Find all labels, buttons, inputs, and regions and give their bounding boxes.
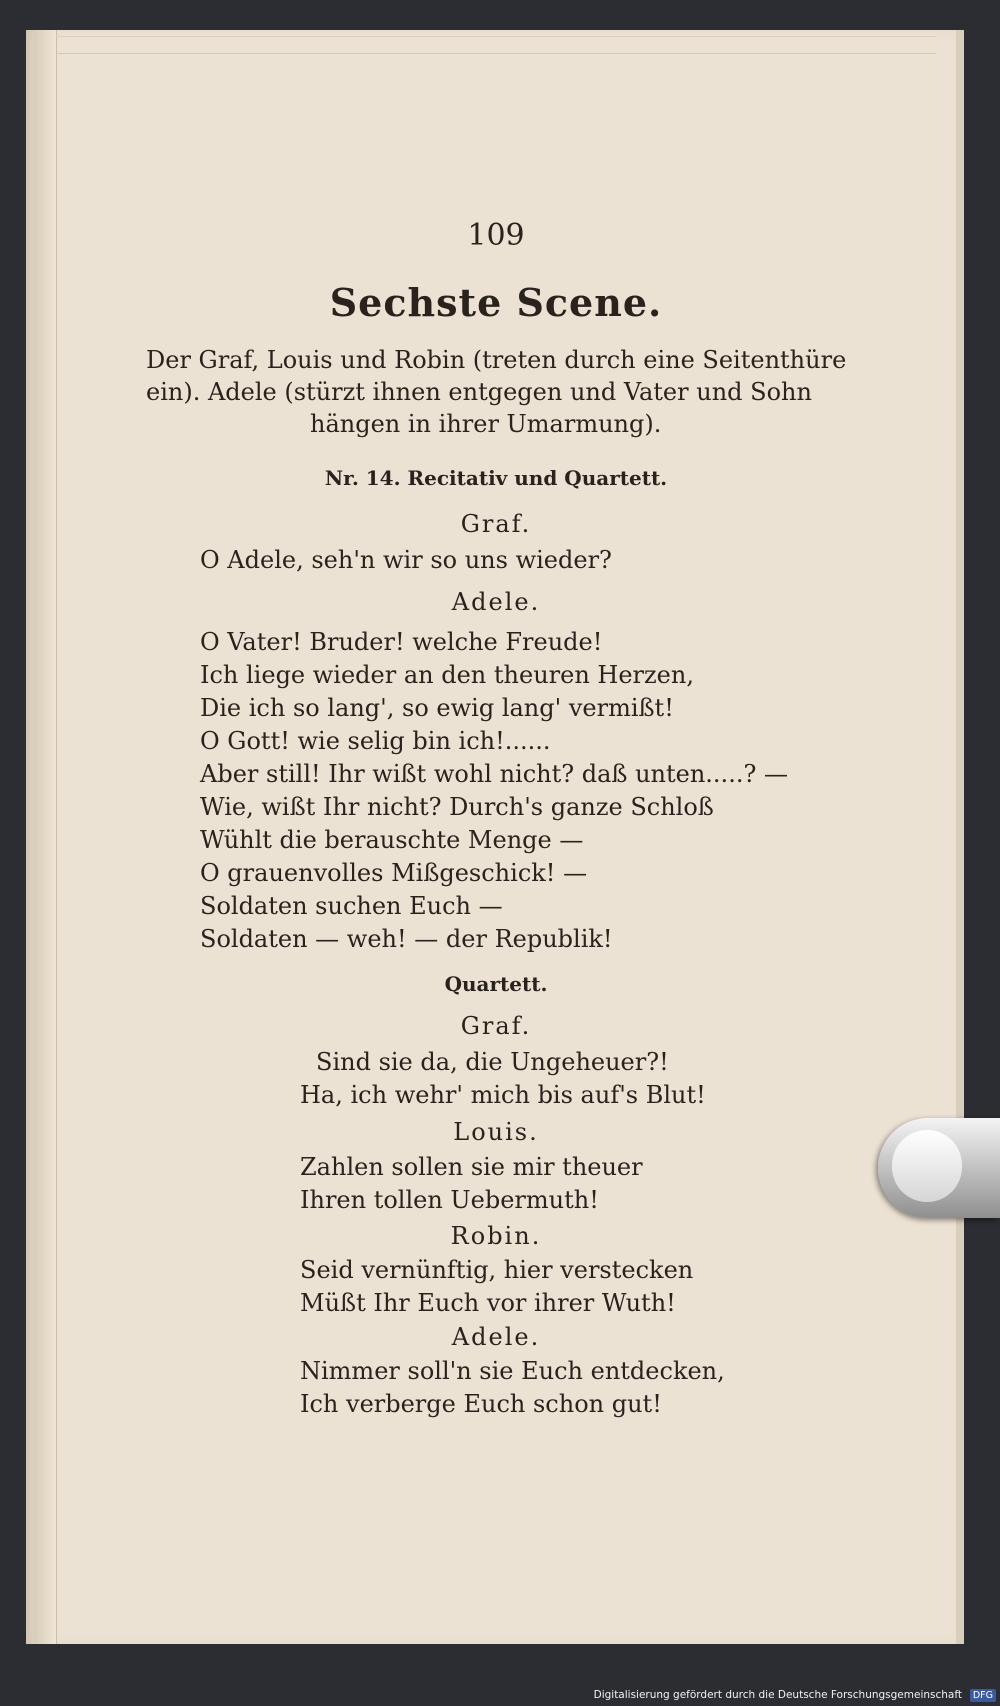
verse-line: Ha, ich wehr' mich bis auf's Blut!	[300, 1081, 706, 1109]
speaker-label: Graf.	[460, 1012, 532, 1040]
verse-line: Soldaten — weh! — der Republik!	[200, 925, 613, 953]
number-heading: Nr. 14. Recitativ und Quartett.	[324, 466, 668, 490]
stage-direction-line: Der Graf, Louis und Robin (treten durch eine Seitenthüre	[146, 346, 847, 374]
verse-line: Soldaten suchen Euch —	[200, 892, 503, 920]
verse-line: Ich verberge Euch schon gut!	[300, 1390, 662, 1418]
verse-line: O grauenvolles Mißgeschick! —	[200, 859, 588, 887]
paper-clip	[878, 1118, 1000, 1218]
speaker-label: Adele.	[451, 1323, 541, 1351]
verse-line: Zahlen sollen sie mir theuer	[300, 1153, 643, 1181]
scene-title: Sechste Scene.	[329, 280, 663, 325]
speaker-label: Adele.	[451, 588, 541, 616]
verse-line: Ich liege wieder an den theuren Herzen,	[200, 661, 694, 689]
verse-line: Seid vernünftig, hier verstecken	[300, 1256, 694, 1284]
verse-line: Sind sie da, die Ungeheuer?!	[316, 1048, 669, 1076]
verse-line: O Adele, seh'n wir so uns wieder?	[200, 546, 612, 574]
verse-line: Nimmer soll'n sie Euch entdecken,	[300, 1357, 725, 1385]
stage-direction-line: hängen in ihrer Umarmung).	[310, 410, 662, 438]
verse-line: O Vater! Bruder! welche Freude!	[200, 628, 603, 656]
verse-line: Ihren tollen Uebermuth!	[300, 1186, 599, 1214]
verse-line: Aber still! Ihr wißt wohl nicht? daß unten.....? —	[200, 760, 788, 788]
speaker-label: Robin.	[450, 1222, 542, 1250]
page-number: 109	[467, 218, 525, 253]
speaker-label: Graf.	[460, 510, 532, 538]
quartett-heading: Quartett.	[444, 972, 548, 996]
dfg-logo: DFG	[970, 1689, 996, 1702]
footer-credit: Digitalisierung gefördert durch die Deutsche Forschungsgemeinschaft	[593, 1689, 962, 1701]
page-edge	[56, 36, 936, 54]
verse-line: Wühlt die berauschte Menge —	[200, 826, 584, 854]
verse-line: Müßt Ihr Euch vor ihrer Wuth!	[300, 1289, 676, 1317]
page-gutter	[34, 30, 57, 1644]
stage-direction-line: ein). Adele (stürzt ihnen entgegen und Vater und Sohn	[146, 378, 812, 406]
verse-line: Wie, wißt Ihr nicht? Durch's ganze Schloß	[200, 793, 714, 821]
verse-line: Die ich so lang', so ewig lang' vermißt!	[200, 694, 674, 722]
speaker-label: Louis.	[453, 1118, 539, 1146]
verse-line: O Gott! wie selig bin ich!......	[200, 727, 551, 755]
